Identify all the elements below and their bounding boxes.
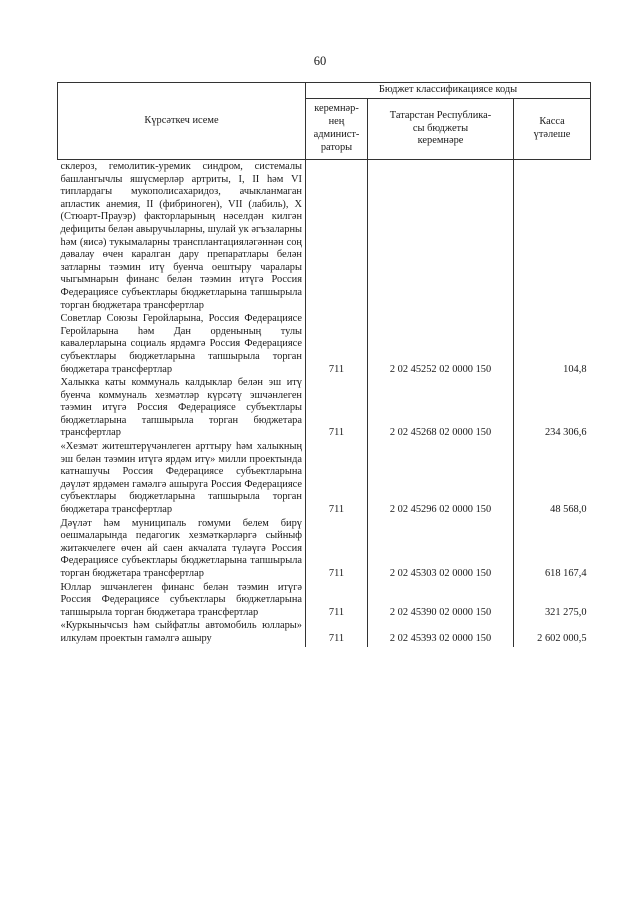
administrator-code-cell: 711 xyxy=(306,441,368,518)
page-number: 60 xyxy=(313,54,327,68)
cash-execution-cell xyxy=(514,160,591,314)
administrator-code-cell: 711 xyxy=(306,313,368,377)
cash-execution-cell: 321 275,0 xyxy=(544,606,587,618)
table-row xyxy=(58,377,591,441)
indicator-name-cell: «Хезмәт житештерүчәнлеген арттыру һәм халыкның эш белән тәэмин итүгә ярдәм итү» милли проектында катнашучы Россия Федерациясе субъектларына дәүләт ярдәмен гамәлгә ашыруга Россия Федерациясе субъектлары бюджетларына тапшырыла торган бюджетара трансфертлар xyxy=(58,441,306,518)
table-header xyxy=(58,83,591,160)
cash-execution-cell: 234 306,6 xyxy=(544,427,587,439)
budget-code-cell: 2 02 45390 02 0000 150 xyxy=(368,582,514,621)
administrator-code-cell: 711 xyxy=(306,518,368,582)
budget-code-cell: 2 02 45252 02 0000 150 xyxy=(368,313,514,377)
indicator-name-cell: Дәүләт һәм муниципаль гомуми белем бирү оешмаларында педагогик хезмәткәрләргә сыйныф житәкчелеге өчен ай саен акчалата түләүгә Россия Федерациясе субъектлары бюджетларына тапшырыла торган бюджетара трансфертлар xyxy=(58,518,306,582)
budget-code-cell: 2 02 45296 02 0000 150 xyxy=(368,441,514,518)
table-row xyxy=(58,620,591,646)
cash-execution-cell: 618 167,4 xyxy=(544,568,587,579)
administrator-code-cell: 711 xyxy=(306,620,368,646)
budget-code-cell: 2 02 45303 02 0000 150 xyxy=(368,518,514,582)
table-row xyxy=(58,518,591,582)
budget-code-cell xyxy=(368,160,514,314)
administrator-code-cell xyxy=(306,160,368,314)
indicator-name-cell: склероз, гемолитик-уремик синдром, системалы башлангычлы яшүсмерләр артриты, I, II һәм VI типлардагы мукополисахаридоз, ачыкланмаган апластик анемия, II (фибриноген), VII (лабиль), X (Стюарт-Прауэр) факторларының нәселдән килгән дефициты белән авыручыларны, шулай ук әгъзаларны һәм (яисә) тукымаларны трансплантацияләгәннән соң дәвалау өчен каралган дару препаратлары белән затларны тәэмин итү буенча оештыру чаралары чыгымнарын финанс белән тәэмин итүгә Россия Федерациясе субъектлары бюджетларына тапшырыла торган бюджетара трансфертлар xyxy=(58,160,306,314)
cash-execution-cell: 48 568,0 xyxy=(550,504,587,516)
budget-table xyxy=(57,82,591,647)
administrator-code-cell: 711 xyxy=(306,582,368,621)
header-cash-execution: Касса үтәлеше xyxy=(514,99,591,160)
table-row xyxy=(58,313,591,377)
indicator-name-cell: Советлар Союзы Геройларына, Россия Федерациясе Геройларына һәм Дан орденының тулы кавалерларына социаль ярдәмгә Россия Федерациясе субъектлары бюджетларына тапшырыла торган бюджетара трансфертлар xyxy=(58,313,306,377)
table-row xyxy=(58,441,591,518)
budget-code-cell: 2 02 45393 02 0000 150 xyxy=(368,620,514,646)
indicator-name-cell: «Куркынычсыз һәм сыйфатлы автомобиль юллары» илкуләм проектын гамәлгә ашыру xyxy=(58,620,306,646)
budget-code-cell: 2 02 45268 02 0000 150 xyxy=(368,377,514,441)
cash-execution-cell: 2 602 000,5 xyxy=(537,632,587,644)
header-budget-revenue: Татарстан Республика- сы бюджеты керемнәре xyxy=(368,99,514,160)
header-classification-code: Бюджет классификациясе коды xyxy=(306,83,591,99)
indicator-name-cell: Халыкка каты коммуналь калдыклар белән эш итү буенча коммуналь хезмәтләр күрсәтү эшчәнлеген тәэмин итүгә Россия Федерациясе субъектлары бюджетларына тапшырыла торган бюджетара трансфертлар xyxy=(58,377,306,441)
table-row xyxy=(58,582,591,621)
header-revenue-administrator: керемнәр- нең админист- раторы xyxy=(306,99,368,160)
table-row xyxy=(58,160,591,314)
administrator-code-cell: 711 xyxy=(306,377,368,441)
indicator-name-cell: Юллар эшчәнлеген финанс белән тәэмин итүгә Россия Федерациясе субъектлары бюджетларына тапшырыла торган бюджетара трансфертлар xyxy=(58,582,306,621)
cash-execution-cell: 104,8 xyxy=(563,363,587,375)
header-indicator-name: Күрсәткеч исеме xyxy=(58,83,306,160)
